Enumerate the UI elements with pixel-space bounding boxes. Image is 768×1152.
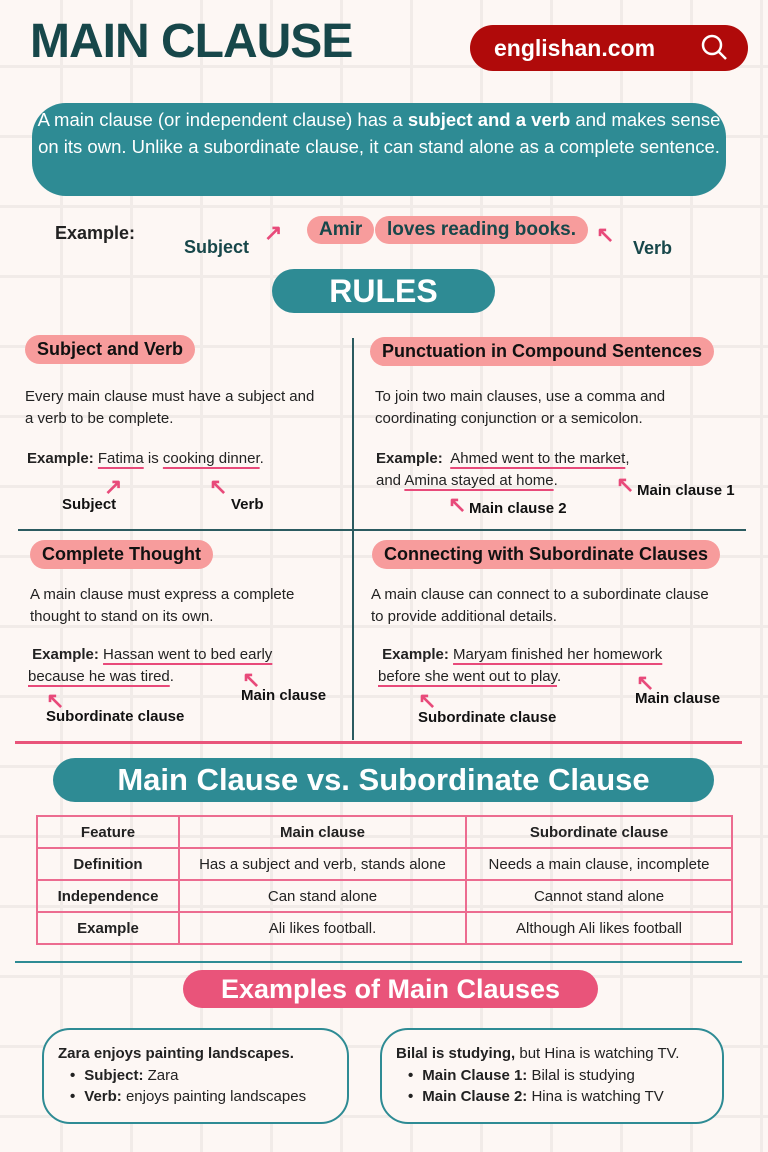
subject-label: Subject [184, 237, 250, 257]
rule-title: Complete Thought [30, 540, 213, 569]
comparison-heading: Main Clause vs. Subordinate Clause [53, 758, 714, 802]
rule-example: Example: Fatima is cooking dinner. [27, 450, 264, 467]
arrow-icon: ↗ [104, 474, 123, 499]
rule-body: A main clause can connect to a subordinate clause to provide additional details. [371, 586, 709, 625]
arrow-icon: ↖ [46, 688, 65, 713]
table-cell: Cannot stand alone [466, 880, 732, 912]
search-icon [700, 33, 728, 61]
card-sentence: Zara enjoys painting landscapes. [58, 1045, 294, 1062]
rule-title: Subject and Verb [25, 335, 195, 364]
table-header: Feature [37, 816, 179, 848]
list-item: • Main Clause 1: Bilal is studying [408, 1065, 722, 1087]
intro-box [32, 103, 726, 196]
table-cell: Example [37, 912, 179, 944]
arrow-icon: ↖ [596, 222, 615, 247]
rule-body: A main clause must express a complete thought to stand on its own. [30, 586, 295, 625]
divider [18, 529, 746, 531]
list-item: • Main Clause 2: Hina is watching TV [408, 1086, 722, 1108]
arrow-icon: ↖ [636, 670, 655, 695]
comparison-table [36, 815, 733, 945]
intro-bold: subject and a verb [407, 109, 571, 130]
card-sentence: Bilal is studying, [396, 1045, 516, 1062]
annotation: Subject [62, 496, 117, 513]
annotation: Main clause [241, 687, 327, 704]
verb-label: Verb [633, 238, 673, 258]
annotation: Subordinate clause [46, 708, 185, 725]
card-sentence-rest: but Hina is watching TV. [515, 1045, 680, 1062]
site-badge[interactable] [470, 25, 748, 71]
page-title: MAIN CLAUSE [30, 15, 353, 68]
example-label: Example: [55, 223, 136, 243]
example-card [380, 1028, 724, 1124]
annotation: Main clause 1 [637, 482, 735, 499]
arrow-icon: ↗ [264, 220, 283, 245]
rule-title: Connecting with Subordinate Clauses [372, 540, 720, 569]
intro-text: A main clause (or independent clause) has a [37, 109, 408, 130]
divider [352, 338, 354, 740]
divider [15, 961, 742, 963]
arrow-icon: ↖ [448, 492, 467, 517]
table-cell: Has a subject and verb, stands alone [179, 848, 466, 880]
table-row [37, 848, 732, 880]
table-cell: Definition [37, 848, 179, 880]
rule-example: Example: Maryam finished her homework before she went out to play. [378, 646, 663, 685]
annotation: Verb [231, 496, 264, 513]
list-item: • Verb: enjoys painting landscapes [70, 1086, 347, 1108]
annotation: Subordinate clause [418, 709, 557, 726]
table-header: Subordinate clause [466, 816, 732, 848]
list-item: • Subject: Zara [70, 1065, 347, 1087]
table-row [37, 880, 732, 912]
rule-example: Example: Hassan went to bed early because he was tired. [28, 646, 273, 685]
table-cell: Ali likes football. [179, 912, 466, 944]
rule-title: Punctuation in Compound Sentences [370, 337, 714, 366]
rule-body: To join two main clauses, use a comma and coordinating conjunction or a semicolon. [375, 388, 666, 427]
example-card [42, 1028, 349, 1124]
rule-body: Every main clause must have a subject and a verb to be complete. [25, 388, 315, 427]
rule-example: Example: Ahmed went to the market, and Amina stayed at home. [376, 450, 630, 489]
annotation: Main clause [635, 690, 721, 707]
table-cell: Needs a main clause, incomplete [466, 848, 732, 880]
rules-heading: RULES [272, 269, 495, 313]
table-cell: Independence [37, 880, 179, 912]
table-cell: Can stand alone [179, 880, 466, 912]
table-cell: Although Ali likes football [466, 912, 732, 944]
arrow-icon: ↖ [209, 474, 228, 499]
arrow-icon: ↖ [616, 472, 635, 497]
arrow-icon: ↖ [418, 688, 437, 713]
arrow-icon: ↖ [242, 667, 261, 692]
subject-pill: Amir [307, 216, 374, 244]
table-header-row [37, 816, 732, 848]
predicate-pill: loves reading books. [375, 216, 588, 244]
site-url: englishan.com [494, 34, 656, 61]
table-row [37, 912, 732, 944]
divider [15, 741, 742, 744]
annotation: Main clause 2 [469, 500, 567, 517]
intro-text-end: and makes sense on its own. Unlike a subordinate clause, it can stand alone as a complete sentence. [38, 109, 721, 157]
examples-heading: Examples of Main Clauses [183, 970, 598, 1008]
table-header: Main clause [179, 816, 466, 848]
